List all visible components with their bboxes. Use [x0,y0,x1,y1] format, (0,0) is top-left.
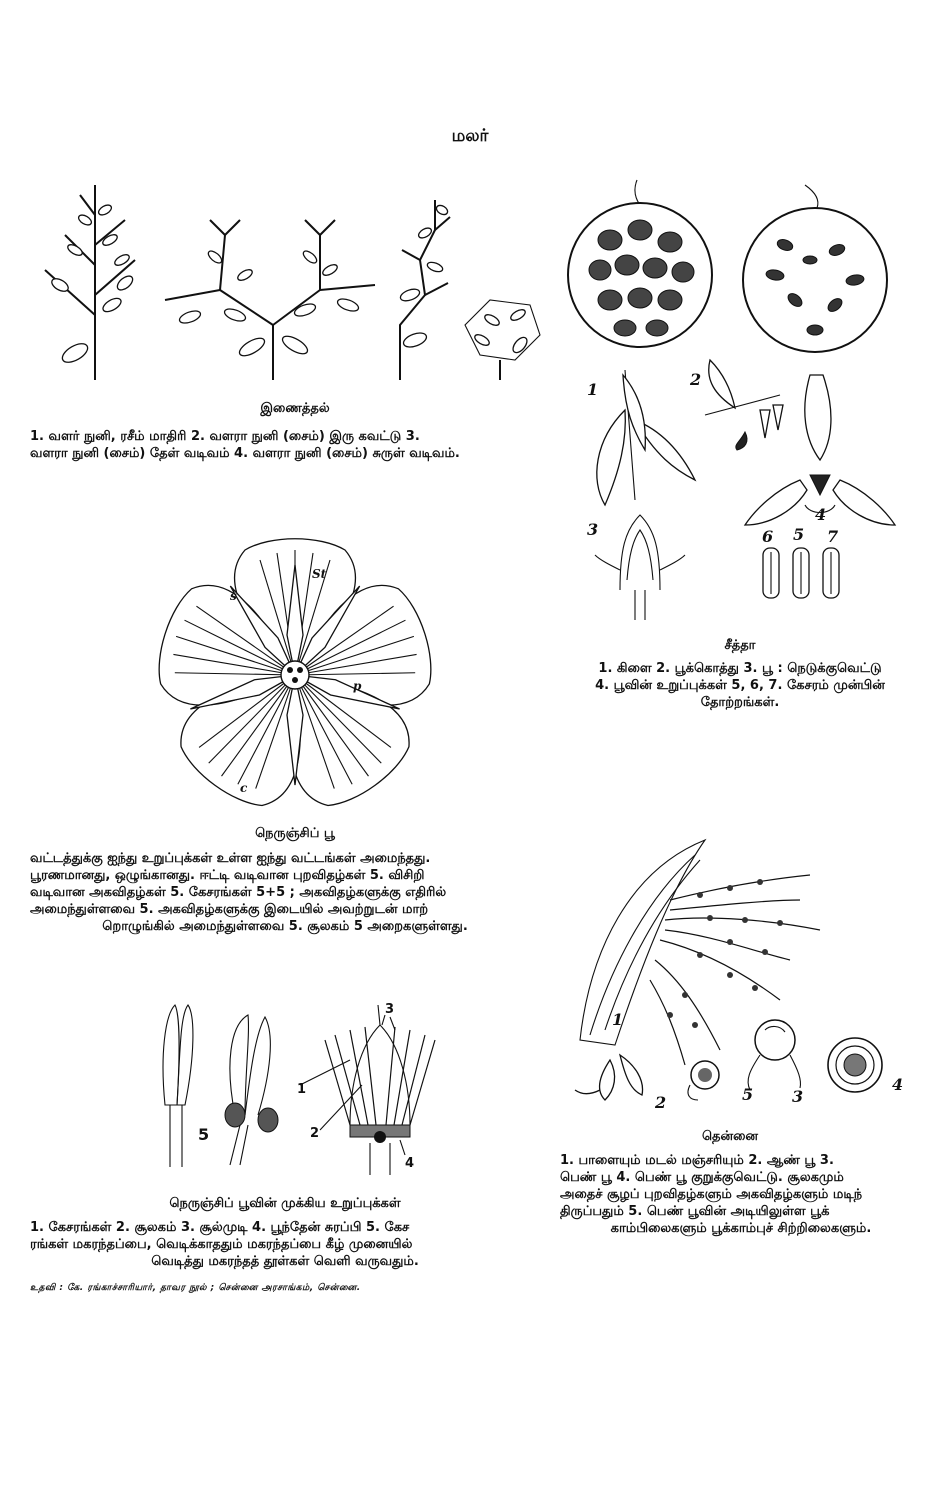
nerunji-flower-caption [30,850,540,935]
helicoid-cyme-drawing [465,300,540,380]
coconut-label: 5 [742,1085,754,1104]
nerunji-parts-label: 5 [198,1125,210,1144]
coconut-label: 4 [892,1075,904,1094]
raceme-drawing [45,185,135,380]
nerunji-flower-label: p [353,679,362,693]
nerunji-closed-anther-drawing [163,1005,193,1167]
coconut-female-section-drawing [828,1038,882,1092]
coconut-caption-line: அதைச் சூழப் புறவிதழ்களும் அகவிதழ்களும் மடிந் [560,1187,863,1202]
seetha-title: சீத்தா [724,638,756,653]
coconut-title: தென்னை [701,1129,759,1144]
seetha-caption-line: தோற்றங்கள். [700,695,780,710]
seetha-branch-drawing [597,370,695,505]
seetha-label: 4 [815,505,827,524]
seetha-flower-section-drawing [595,515,685,620]
seetha-caption-line: 1. கிளை 2. பூக்கொத்து 3. பூ : நெடுக்குவெட்டு [598,661,882,676]
nerunji-parts-label: 1 [297,1082,307,1097]
nerunji-flower-title: நெருஞ்சிப் பூ [255,826,335,841]
nerunji-parts-label: 2 [310,1126,320,1141]
nerunji-parts-illustration [150,995,450,1180]
inflorescence-title: இணைத்தல் [260,401,330,416]
nerunji-open-anther-drawing [225,1015,278,1165]
nerunji-flower-caption-line: வட்டத்துக்கு ஐந்து உறுப்புக்கள் உள்ள ஐந்து வட்டங்கள் அமைந்தது. [30,851,431,866]
coconut-female-flower-drawing [748,1020,800,1090]
seetha-illustration [565,170,925,630]
dichasial-cyme-drawing [165,220,375,380]
nerunji-flower-caption-line: பூரணமானது, ஒழுங்கானது. ஈட்டி வடிவான புறவிதழ்கள் 5. விசிறி [30,868,425,883]
nerunji-flower-label: St [312,567,327,581]
nerunji-pistil-drawing [300,1005,435,1175]
seetha-label: 5 [793,525,805,544]
nerunji-parts-title: நெருஞ்சிப் பூவின் முக்கிய உறுப்புக்கள் [169,1196,401,1211]
nerunji-flower-caption-line: றொழுங்கில் அமைந்துள்ளவை 5. சூலகம் 5 அறைகளுள்ளது. [102,919,468,934]
coconut-label: 2 [655,1093,667,1112]
inflorescence-caption-line: 1. வளர் நுனி, ரசீம் மாதிரி 2. வளரா நுனி (சைம்) இரு கவட்டு 3. [30,429,420,444]
inflorescence-caption-line: வளரா நுனி (சைம்) தேள் வடிவம் 4. வளரா நுனி (சைம்) சுருள் வடிவம். [30,446,460,461]
coconut-caption-line: திருப்பதும் 5. பெண் பூவின் அடியிலுள்ள பூக் [560,1204,830,1219]
seetha-label: 1 [587,380,599,399]
nerunji-flower-label: s [230,589,237,603]
seetha-flower-cluster-drawing [705,360,783,450]
nerunji-parts-caption-line: ரங்கள் மகரந்தப்பை, வெடிக்காததும் மகரந்தப்பை கீழ் முனையில் [30,1237,413,1252]
nerunji-flower-illustration [150,540,440,810]
seetha-caption [560,660,920,711]
nerunji-flower-caption-line: வடிவான அகவிதழ்கள் 5. கேசரங்கள் 5+5 ; அகவிதழ்களுக்கு எதிரில் [30,885,447,900]
nerunji-parts-caption-line: வெடித்து மகரந்தத் தூள்கள் வெளி வருவதும். [151,1254,419,1269]
page-title: மலர் [451,126,489,146]
coconut-caption [560,1152,922,1237]
source-footnote: உதவி : கே. ரங்காச்சாரியார், தாவர நூல் ; சென்னை அரசாங்கம், சென்னை. [30,1283,361,1293]
nerunji-flower-caption-line: அமைந்துள்ளவை 5. அகவிதழ்களுக்கு இடையில் அவற்றுடன் மாற் [30,902,429,917]
seetha-label: 3 [587,520,599,539]
coconut-bracts-drawing [688,1061,719,1100]
coconut-label: 3 [792,1087,804,1106]
nerunji-parts-label: 4 [405,1156,415,1171]
seetha-label: 2 [690,370,702,389]
coconut-caption-line: பெண் பூ 4. பெண் பூ குறுக்குவெட்டு. சூலகமும் [560,1170,844,1185]
scorpioid-cyme-drawing [399,200,450,380]
coconut-caption-line: காம்பிலைகளும் பூக்காம்புச் சிற்றிலைகளும். [610,1221,872,1236]
nerunji-parts-caption [30,1219,540,1270]
coconut-caption-line: 1. பாளையும் மடல் மஞ்சரியும் 2. ஆண் பூ 3. [560,1153,834,1168]
coconut-label: 1 [612,1010,624,1029]
nerunji-parts-label: 3 [385,1002,395,1017]
seetha-flower-parts-drawing [745,375,895,525]
seetha-caption-line: 4. பூவின் உறுப்புக்கள் 5, 6, 7. கேசரம் முன்பின் [595,678,885,693]
inflorescence-caption [30,428,540,462]
nerunji-parts-caption-line: 1. கேசரங்கள் 2. சூலகம் 3. சூல்முடி 4. பூந்தேன் சுரப்பி 5. கேச [30,1220,410,1235]
nerunji-flower-label: c [240,781,248,795]
coconut-illustration [570,830,920,1120]
inflorescence-illustration [30,175,550,390]
coconut-male-flower-drawing [575,1055,643,1100]
seetha-label: 6 [762,527,774,546]
seetha-stamens-drawing [763,548,839,598]
seetha-label: 7 [827,527,839,546]
